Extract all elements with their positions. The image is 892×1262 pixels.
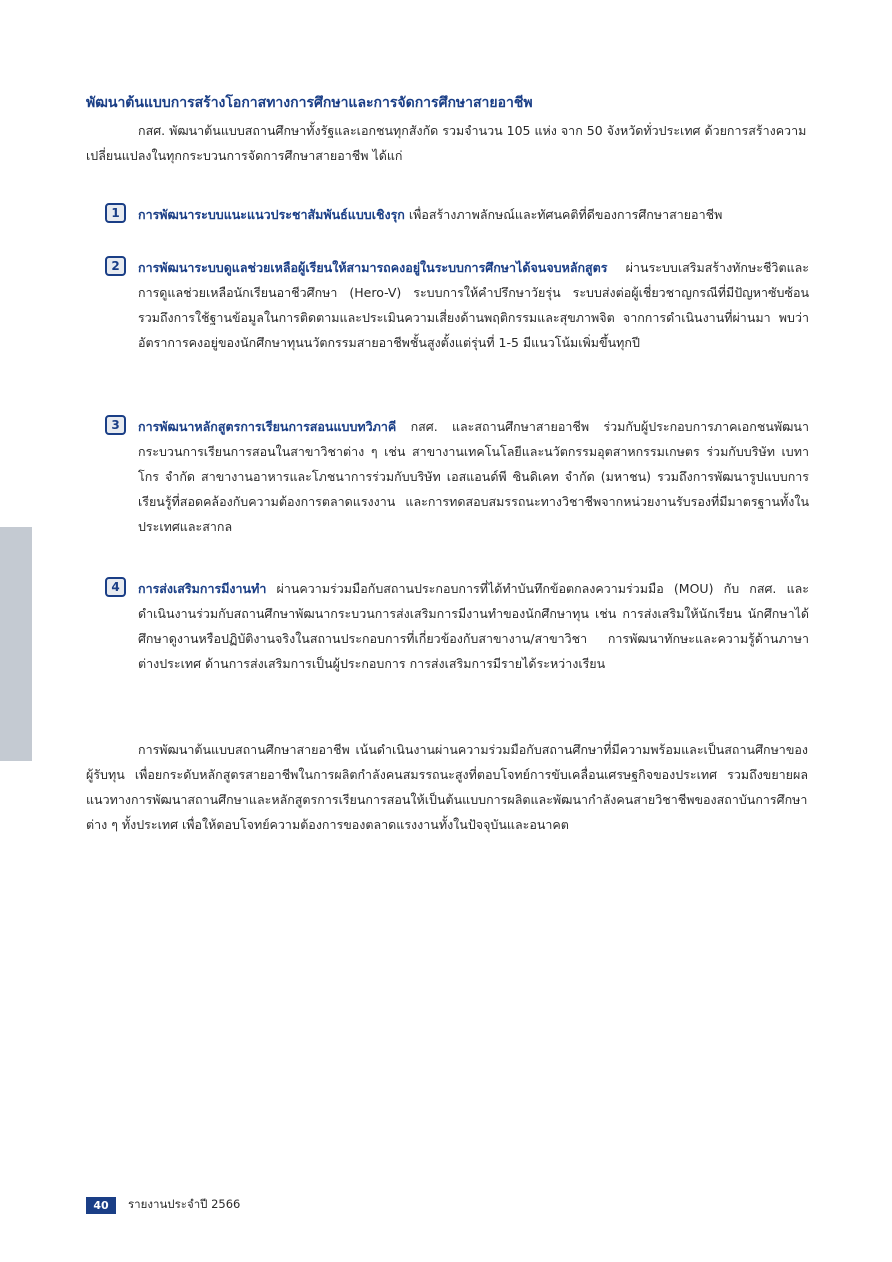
list-item-title: การพัฒนาหลักสูตรการเรียนการสอนแบบทวิภาคี (138, 419, 397, 434)
list-item-text (138, 576, 809, 676)
list-item-text (138, 202, 809, 227)
page-footer (86, 1195, 240, 1215)
list-item-4 (105, 576, 809, 676)
list-item-1 (105, 202, 809, 227)
list-item-title: การพัฒนาระบบดูแลช่วยเหลือผู้เรียนให้สามารถคงอยู่ในระบบการศึกษาได้จนจบหลักสูตร (138, 260, 608, 275)
item-number-badge: 3 (105, 415, 126, 435)
list-item-body: ผ่านระบบเสริมสร้างทักษะชีวิตและการดูแลช่วยเหลือนักเรียนอาชีวศึกษา (Hero-V) ระบบการให้คำปรึกษาวัยรุ่น ระบบส่งต่อผู้เชี่ยวชาญกรณีที่มีปัญหาซับซ้อน รวมถึงการใช้ฐานข้อมูลในการติดตามและประเมินความเสี่ยงด้านพฤติกรรมและสุขภาพจิต จากการดำเนินงานที่ผ่านมา พบว่า อัตราการคงอยู่ของนักศึกษาทุนนวัตกรรมสายอาชีพชั้นสูงตั้งแต่รุ่นที่ 1-5 มีแนวโน้มเพิ่มขึ้นทุกปี (138, 260, 809, 350)
list-item-text (138, 255, 809, 355)
page-number: 40 (86, 1197, 116, 1214)
list-item-body: เพื่อสร้างภาพลักษณ์และทัศนคติที่ดีของการศึกษาสายอาชีพ (404, 207, 723, 222)
list-item-2 (105, 255, 809, 355)
item-number-badge: 2 (105, 256, 126, 276)
list-item-body: ผ่านความร่วมมือกับสถานประกอบการที่ได้ทำบันทึกข้อตกลงความร่วมมือ (MOU) กับ กสศ. และดำเนินงานร่วมกับสถานศึกษาพัฒนากระบวนการส่งเสริมการมีงานทำของนักศึกษาทุน เช่น การส่งเสริมให้นักเรียน นักศึกษาได้ศึกษาดูงานหรือปฏิบัติงานจริงในสถานประกอบการที่เกี่ยวข้องกับสาขางาน/สาขาวิชา การพัฒนาทักษะและความรู้ด้านภาษาต่างประเทศ ด้านการส่งเสริมการเป็นผู้ประกอบการ การส่งเสริมการมีรายได้ระหว่างเรียน (138, 581, 809, 671)
list-item-body: กสศ. และสถานศึกษาสายอาชีพ ร่วมกับผู้ประกอบการภาคเอกชนพัฒนากระบวนการเรียนการสอนในสาขาวิชาต่าง ๆ เช่น สาขางานเทคโนโลยีและนวัตกรรมอุตสาหกรรมเกษตร ร่วมกับบริษัท เบทาโกร จำกัด สาขางานอาหารและโภชนาการร่วมกับบริษัท เอสแอนด์พี ซินดิเคท จำกัด (มหาชน) รวมถึงการพัฒนารูปแบบการเรียนรู้ที่สอดคล้องกับความต้องการตลาดแรงงาน และการทดสอบสมรรถนะทางวิชาชีพจากหน่วยงานรับรองที่มีมาตรฐานทั้งในประเทศและสากล (138, 419, 809, 534)
item-number-badge: 4 (105, 577, 126, 597)
list-item-text (138, 414, 809, 539)
item-number-badge: 1 (105, 203, 126, 223)
closing-paragraph (86, 737, 808, 837)
intro-paragraph (86, 118, 808, 168)
intro-text: กสศ. พัฒนาต้นแบบสถานศึกษาทั้งรัฐและเอกชนทุกสังกัด รวมจำนวน 105 แห่ง จาก 50 จังหวัดทั่วประเทศ ด้วยการสร้างความเปลี่ยนแปลงในทุกกระบวนการจัดการศึกษาสายอาชีพ ได้แก่ (86, 123, 807, 163)
section-title: พัฒนาต้นแบบการสร้างโอกาสทางการศึกษาและการจัดการศึกษาสายอาชีพ (86, 95, 533, 111)
side-tab (0, 527, 32, 761)
closing-text: การพัฒนาต้นแบบสถานศึกษาสายอาชีพ เน้นดำเนินงานผ่านความร่วมมือกับสถานศึกษาที่มีความพร้อมและเป็นสถานศึกษาของผู้รับทุน เพื่อยกระดับหลักสูตรสายอาชีพในการผลิตกำลังคนสมรรถนะสูงที่ตอบโจทย์การขับเคลื่อนเศรษฐกิจของประเทศ รวมถึงขยายผลแนวทางการพัฒนาสถานศึกษาและหลักสูตรการเรียนการสอนให้เป็นต้นแบบการผลิตและพัฒนากำลังคนสายวิชาชีพของสถาบันการศึกษาต่าง ๆ ทั้งประเทศ เพื่อให้ตอบโจทย์ความต้องการของตลาดแรงงานทั้งในปัจจุบันและอนาคต (86, 742, 808, 832)
report-label: รายงานประจำปี 2566 (128, 1197, 241, 1211)
list-item-title: การส่งเสริมการมีงานทำ (138, 581, 267, 596)
list-item-title: การพัฒนาระบบแนะแนวประชาสัมพันธ์แบบเชิงรุก (138, 207, 405, 222)
list-item-3 (105, 414, 809, 539)
